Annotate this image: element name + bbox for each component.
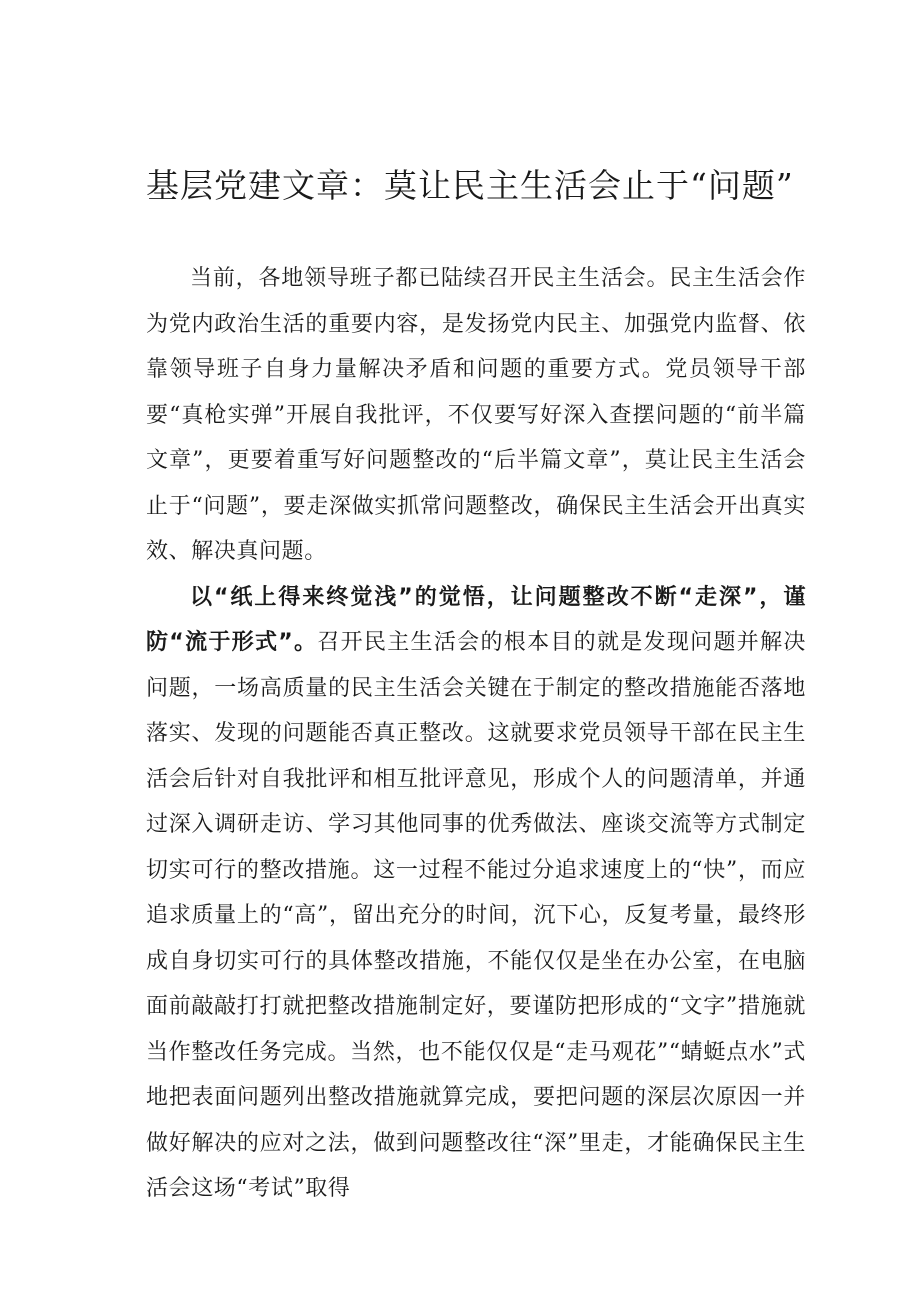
paragraph-intro: 当前，各地领导班子都已陆续召开民主生活会。民主生活会作为党内政治生活的重要内容，是发扬党内民主、加强党内监督、依靠领导班子自身力量解决矛盾和问题的重要方式。党员领导干部要“真枪实弹”开展自我批评，不仅要写好深入查摆问题的“前半篇文章”，更要着重写好问题整改的“后半篇文章”，莫让民主生活会止于“问题”，要走深做实抓常问题整改，确保民主生活会开出真实效、解决真问题。 <box>146 266 806 564</box>
section-1-lead: 以“纸上得来终觉浅”的觉悟，让问题整改不断“走深”，谨防“流于形式”。 <box>146 584 806 655</box>
document-title: 基层党建文章：莫让民主生活会止于“问题” <box>146 166 794 205</box>
document-body <box>146 256 806 1212</box>
section-1-body: 召开民主生活会的根本目的就是发现问题并解决问题，一场高质量的民主生活会关键在于制定的整改措施能否落地落实、发现的问题能否真正整改。这就要求党员领导干部在民主生活会后针对自我批评和相互批评意见，形成个人的问题清单，并通过深入调研走访、学习其他同事的优秀做法、座谈交流等方式制定切实可行的整改措施。这一过程不能过分追求速度上的“快”，而应追求质量上的“高”，留出充分的时间，沉下心，反复考量，最终形成自身切实可行的具体整改措施，不能仅仅是坐在办公室，在电脑面前敲敲打打就把整改措施制定好，要谨防把形成的“文字”措施就当作整改任务完成。当然，也不能仅仅是“走马观花”“蜻蜓点水”式地把表面问题列出整改措施就算完成，要把问题的深层次原因一并做好解决的应对之法，做到问题整改往“深”里走，才能确保民主生活会这场“考试”取得 <box>146 630 806 1201</box>
paragraph-section-1 <box>146 575 806 1212</box>
